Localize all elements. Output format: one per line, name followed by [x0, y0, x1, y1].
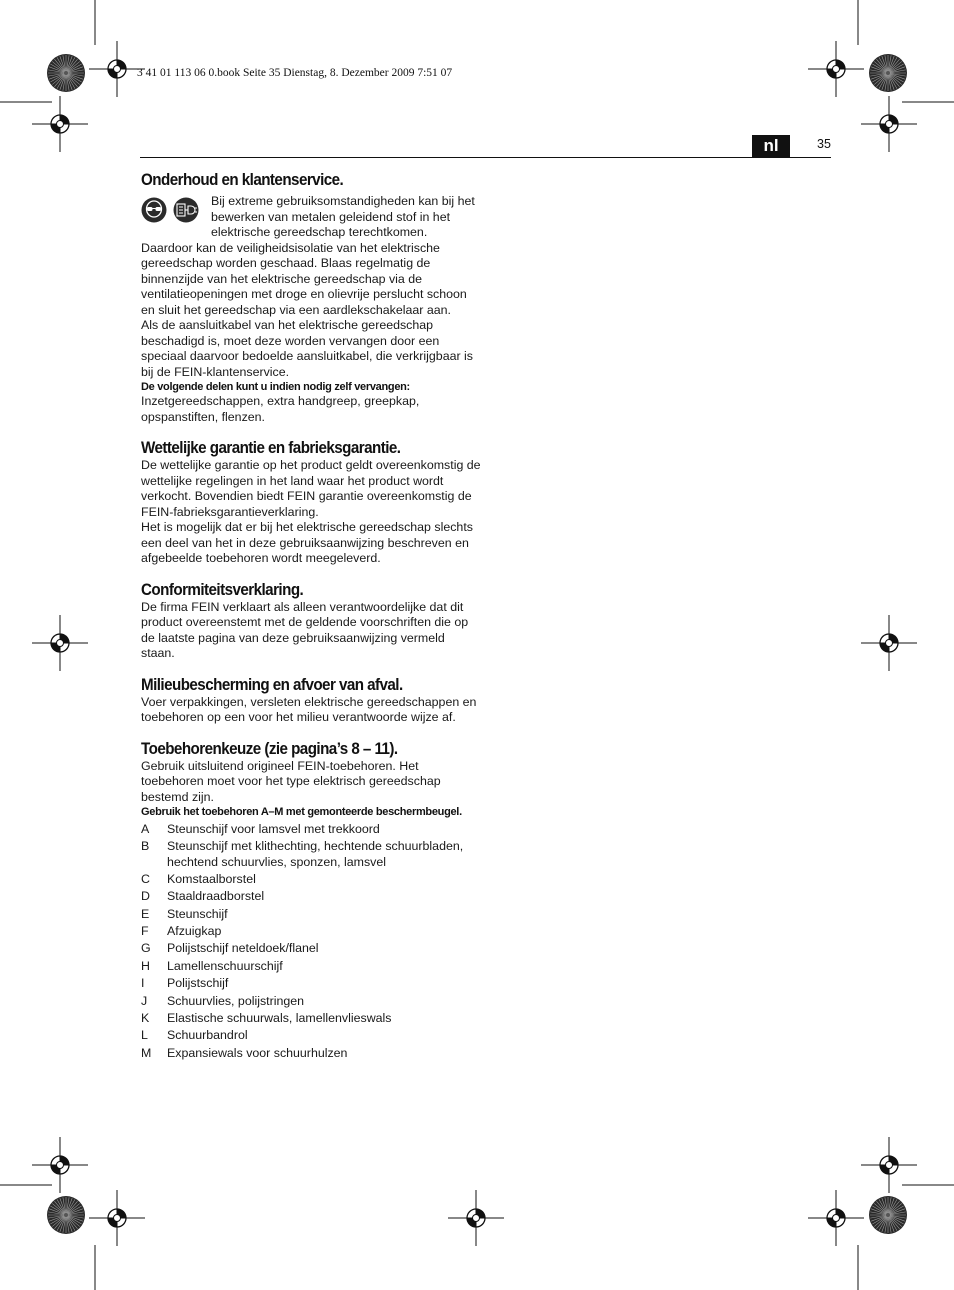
starburst-mark — [869, 54, 907, 92]
registration-mark — [448, 1190, 504, 1246]
section-title: Onderhoud en klantenservice. — [141, 171, 344, 189]
goggles-icon — [142, 198, 167, 223]
list-item: C Komstaalborstel — [141, 871, 256, 886]
warranty-paragraph-2: Het is mogelijk dat er bij het elektrische gereedschap slechts een deel van het in deze gebruiksaanwijzing beschreven en afgebeelde toebehoren wordt meegeleverd. — [141, 520, 473, 565]
language-tab: nl — [752, 135, 790, 157]
starburst-mark — [869, 1196, 907, 1234]
registration-mark — [861, 96, 917, 152]
book-file-header: 3 41 01 113 06 0.book Seite 35 Dienstag, 8. Dezember 2009 7:51 07 — [137, 67, 453, 79]
maintenance-paragraph-2: Als de aansluitkabel van het elektrische gereedschap beschadigd is, moet deze worden vervangen door een speciaal daarvoor bedoelde aansluitkabel, die verkrijgbaar is bij de FEIN-klantenservice. — [141, 318, 473, 379]
list-item: K Elastische schuurwals, lamellenvlieswals — [141, 1011, 392, 1026]
maintenance-paragraph-1: Daardoor kan de veiligheidsisolatie van het elektrische gereedschap worden geschaad. Blaas regelmatig de binnenzijde van het elektrische gereedschap via de ventilatieopeningen met droge en olievrije perslucht schoon en sluit het gereedschap via een aardlekschakelaar aan. — [141, 240, 467, 317]
section-title: Toebehorenkeuze (zie pagina’s 8 – 11). — [141, 739, 398, 758]
accessories-note: Gebruik het toebehoren A–M met gemonteerde beschermbeugel. — [141, 806, 462, 818]
registration-mark — [808, 1190, 864, 1246]
list-item: D Staaldraadborstel — [141, 889, 265, 904]
warranty-paragraph-1: De wettelijke garantie op het product geldt overeenkomstig de wettelijke regelingen in het land waar het product wordt verkocht. Bovendien biedt FEIN garantie overeenkomstig de FEIN-fabrieksgarantieverklaring. — [141, 458, 481, 519]
registration-mark — [861, 615, 917, 671]
list-item: M Expansiewals voor schuurhulzen — [141, 1045, 348, 1060]
warning-icons — [141, 196, 203, 224]
registration-mark — [32, 615, 88, 671]
section-title: Wettelijke garantie en fabrieksgarantie. — [141, 439, 401, 457]
section-title: Conformiteitsverklaring. — [141, 580, 304, 599]
maintenance-warning-lead: Bij extreme gebruiksomstandigheden kan bij het bewerken van metalen geleidend stof in het elektrische gereedschap terechtkomen. — [211, 194, 475, 239]
list-item: A Steunschijf voor lamsvel met trekkoord — [141, 822, 380, 836]
replaceable-parts-note: De volgende delen kunt u indien nodig zelf vervangen: — [141, 381, 410, 393]
header-rule — [140, 157, 831, 158]
replaceable-parts-list: Inzetgereedschappen, extra handgreep, greepkap, opspanstiften, flenzen. — [141, 394, 420, 424]
list-item: F Afzuigkap — [141, 924, 222, 939]
content-column — [141, 171, 481, 1062]
page-number: 35 — [817, 137, 831, 151]
section-maintenance — [141, 171, 481, 425]
list-item: E Steunschijf — [141, 906, 228, 921]
starburst-mark — [47, 1196, 85, 1234]
registration-mark — [32, 96, 88, 152]
accessories-paragraph: Gebruik uitsluitend origineel FEIN-toebehoren. Het toebehoren moet voor het type elektrisch gereedschap bestemd zijn. — [141, 758, 441, 804]
section-accessories — [141, 740, 481, 1063]
registration-mark — [89, 1190, 145, 1246]
section-warranty — [141, 439, 481, 567]
list-item: I Polijstschijf — [141, 976, 229, 991]
list-item: H Lamellenschuurschijf — [141, 958, 283, 973]
environment-paragraph: Voer verpakkingen, versleten elektrische gereedschappen en toebehoren op een voor het milieu verantwoorde wijze af. — [141, 694, 477, 724]
accessories-list — [141, 821, 481, 1062]
registration-mark — [808, 41, 864, 97]
ground-fault-breaker-icon — [174, 198, 199, 223]
section-environment — [141, 676, 481, 726]
warning-row — [141, 194, 481, 241]
list-item: J Schuurvlies, polijstringen — [141, 993, 305, 1008]
conformity-paragraph: De firma FEIN verklaart als alleen verantwoordelijke dat dit product overeenstemt met de geldende voorschriften die op de laatste pagina van deze gebruiksaanwijzing vermeld staan. — [141, 599, 469, 660]
section-title: Milieubescherming en afvoer van afval. — [141, 675, 403, 694]
section-conformity — [141, 581, 481, 662]
list-item: L Schuurbandrol — [141, 1028, 248, 1043]
list-item: G Polijstschijf neteldoek/flanel — [141, 941, 319, 956]
starburst-mark — [47, 54, 85, 92]
list-item: B Steunschijf met klithechting, hechtende schuurbladen, hechtend schuurvlies, sponzen, lamsvel — [141, 839, 464, 869]
